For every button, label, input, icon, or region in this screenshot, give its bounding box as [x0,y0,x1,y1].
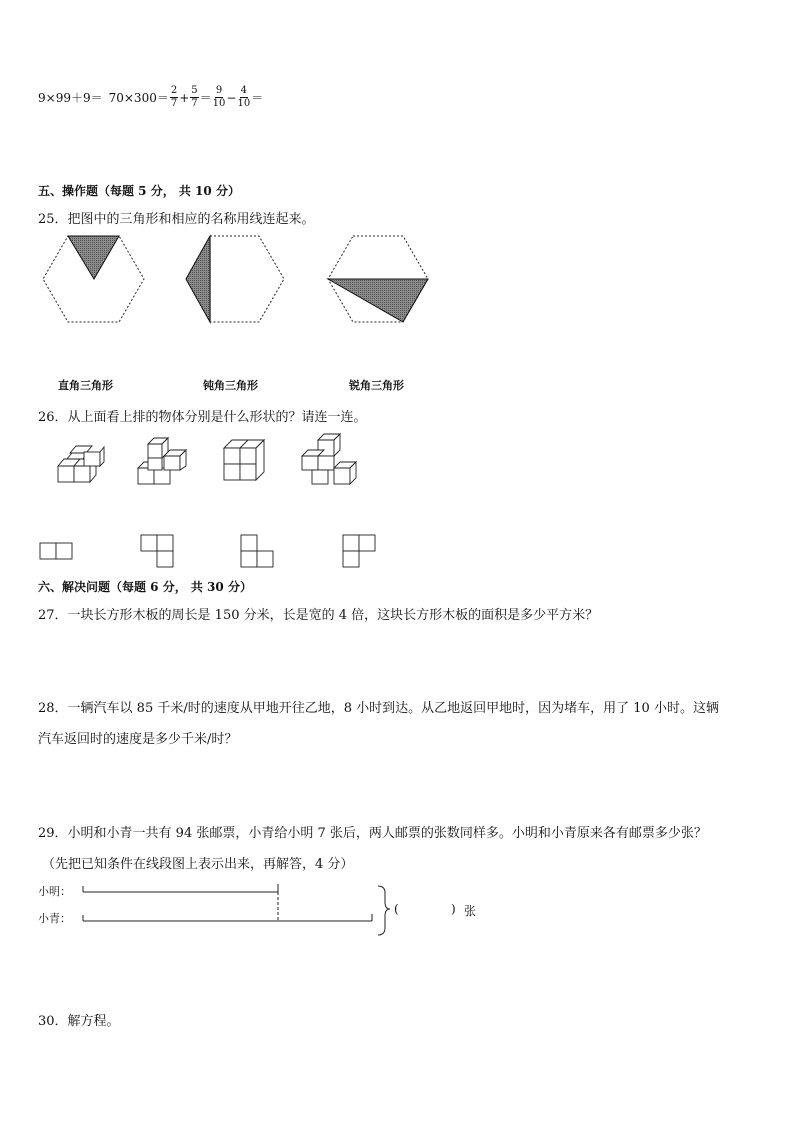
label-right-triangle: 直角三角形 [58,379,113,392]
label-obtuse-triangle: 钝角三角形 [203,379,258,392]
section-5-heading: 五、操作题（每题 5 分， 共 10 分） [38,184,240,198]
fraction-1: $\frac{2}{7}$ [170,85,178,109]
question-29-line-1: 29．小明和小青一共有 94 张邮票，小青给小明 7 张后，两人邮票的张数同样多。小明和小青原来各有邮票多少张？ [38,826,707,841]
fraction-2: $\frac{5}{7}$ [191,85,198,109]
section-6-heading: 六、解决问题（每题 6 分， 共 30 分） [38,580,252,594]
equals-sign-2: ＝ [251,91,264,105]
calc-expr-1: 9×99＋9＝ [38,91,103,105]
question-25-text: 25．把图中的三角形和相应的名称用线连起来。 [38,212,315,227]
fraction-4: $\frac{4}{10}$ [237,85,251,109]
label-xiaoming: 小明： [38,885,71,898]
question-26-text: 26．从上面看上排的物体分别是什么形状的？请连一连。 [38,410,367,425]
equals-sign-1: ＝ [199,91,212,105]
plus-sign: + [179,90,190,105]
minus-sign: − [226,90,237,105]
answer-open-paren: ( [394,902,399,916]
fraction-3: $\frac{9}{10}$ [212,85,226,109]
segment-xiaoming [83,884,278,892]
question-28-line-1: 28．一辆汽车以 85 千米/时的速度从甲地开往乙地，8 小时到达。从乙地返回甲地时，因为堵车，用了 10 小时。这辆 [38,701,719,716]
question-29-line-2: （先把已知条件在线段图上表示出来，再解答，4 分） [42,857,354,872]
segment-xiaoqing [83,914,372,921]
calc-expr-2: 70×300＝ [108,91,169,105]
question-30-text: 30．解方程。 [38,1014,120,1029]
answer-close-paren: ) [451,902,456,916]
curly-brace [378,886,390,935]
label-xiaoqing: 小青： [38,912,71,925]
question-28-line-2: 汽车返回时的速度是多少千米/时？ [38,732,238,747]
question-27-text: 27．一块长方形木板的周长是 150 分米，长是宽的 4 倍，这块长方形木板的面积是多少平方米？ [38,608,599,623]
label-acute-triangle: 锐角三角形 [349,379,404,392]
answer-unit: 张 [464,904,477,918]
